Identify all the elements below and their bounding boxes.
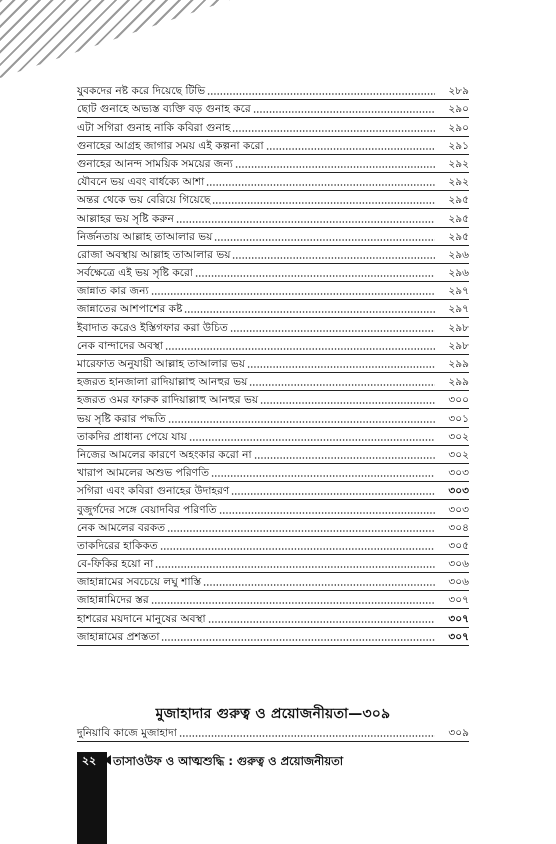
toc-entry-page: ৩০৫ [448, 539, 469, 552]
toc-row [77, 591, 469, 609]
dot-leader [176, 221, 435, 223]
toc-entry-page: ২৯০ [448, 103, 469, 116]
toc-entry-title: নেক আমলের বরকত [77, 521, 166, 534]
dot-leader [165, 348, 435, 350]
dot-leader [167, 530, 435, 532]
toc-entry-title: জাহান্নামের সবচেয়ে লঘু শাস্তি [77, 576, 202, 589]
dot-leader [253, 111, 435, 113]
toc-row [77, 537, 469, 555]
table-of-contents [77, 82, 469, 646]
toc-entry-page: ২৯৮ [448, 321, 469, 334]
toc-row [77, 573, 469, 591]
toc-entry-title: সগিরা এবং কবিরা গুনাহের উদাহরণ [77, 485, 230, 498]
dot-leader [232, 130, 435, 132]
toc-entry-title: বুজুর্গদের সঙ্গে বেয়াদবির পরিণতি [77, 503, 217, 516]
dot-leader [249, 384, 435, 386]
dot-leader [155, 566, 435, 568]
dot-leader [207, 93, 435, 95]
triangle-left-icon [104, 755, 111, 765]
toc-row [77, 282, 469, 300]
toc-row [77, 628, 469, 646]
toc-entry-title: যুবকদের নষ্ট করে দিয়েছে টিভি [77, 85, 206, 98]
toc-row [77, 724, 469, 742]
dot-leader [266, 148, 435, 150]
toc-entry-page: ২৯৭ [448, 303, 469, 316]
toc-entry-title: জাহান্নামের প্রশস্ততা [77, 630, 160, 643]
toc-row [77, 373, 469, 391]
toc-entry-title: রোজা অবস্থায় আল্লাহ তাআলার ভয় [77, 248, 231, 261]
dot-leader [212, 202, 435, 204]
dot-leader [168, 421, 435, 423]
toc-row [77, 446, 469, 464]
dot-leader [211, 475, 435, 477]
toc-row [77, 300, 469, 318]
toc-row [77, 609, 469, 627]
toc-row [77, 137, 469, 155]
toc-entry-page: ৩০৭ [448, 594, 469, 607]
dot-leader [247, 366, 435, 368]
dot-leader [151, 293, 435, 295]
toc-entry-title: মারেফাত অনুযায়ী আল্লাহ তাআলার ভয় [77, 358, 246, 370]
toc-entry-title: নেক বান্দাদের অবস্থা [77, 339, 164, 352]
dot-leader [184, 311, 435, 313]
toc-entry-title: হাশরের ময়দানে মানুষের অবস্থা [77, 612, 206, 625]
section-heading: মুজাহাদার গুরুত্ব ও প্রয়োজনীয়তা—৩০৯ [155, 706, 391, 722]
dot-leader [179, 735, 435, 737]
toc-entry-title: ভয় সৃষ্টি করার পদ্ধতি [77, 412, 166, 425]
toc-entry-page: ৩০৩ [448, 485, 469, 498]
toc-row [77, 555, 469, 573]
toc-row [77, 155, 469, 173]
dot-leader [160, 548, 435, 550]
toc-entry-title: জাহান্নামিদের স্তর [77, 594, 149, 607]
toc-entry-title: হজরত হানজালা রাদিয়াল্লাহু আনহুর ভয় [77, 376, 248, 389]
toc-row [77, 464, 469, 482]
dot-leader [254, 457, 435, 459]
dot-leader [161, 639, 435, 641]
toc-entry-page: ৩০৬ [448, 576, 469, 589]
toc-entry-page: ২৯৬ [448, 248, 469, 261]
dot-leader [235, 166, 435, 168]
toc-entry-title: ইবাদাত করেও ইস্তিগফার করা উচিত [77, 321, 228, 334]
dot-leader [151, 602, 435, 604]
toc-entry-title: ছোট গুনাহে অভ্যস্ত ব্যক্তি বড় গুনাহ করে [77, 103, 251, 116]
dot-leader [230, 330, 435, 332]
toc-entry-title: নিজের আমলের কারণে অহংকার করো না [77, 448, 252, 461]
toc-entry-title: গুনাহের আগ্রহ জাগার সময় এই কল্পনা করো [77, 139, 264, 152]
toc-row [77, 428, 469, 446]
toc-row [77, 82, 469, 100]
toc-row [77, 519, 469, 537]
toc-row [77, 500, 469, 518]
toc-entry-page: ২৯২ [448, 157, 469, 170]
dot-leader [208, 621, 435, 623]
toc-row [77, 355, 469, 373]
toc-entry-page: ২৯৫ [448, 230, 469, 243]
toc-entry-title: জান্নাতের আশপাশের কষ্ট [77, 303, 183, 316]
toc-entry-page: ৩০৩ [448, 467, 469, 480]
decorative-hatch-corner [0, 0, 230, 78]
toc-entry-page: ৩০৬ [448, 558, 469, 571]
toc-entry-page: ২৯২ [448, 176, 469, 189]
toc-entry-page: ৩০৭ [448, 630, 469, 643]
dot-leader [189, 439, 435, 441]
running-head: তাসাওউফ ও আত্মশুদ্ধি : গুরুত্ব ও প্রয়োজনীয়তা [113, 754, 344, 768]
dot-leader [260, 402, 435, 404]
toc-entry-title: খারাপ আমলের অশুভ পরিণতি [77, 467, 210, 480]
toc-entry-title: এটা সগিরা গুনাহ নাকি কবিরা গুনাহ [77, 121, 231, 134]
toc-entry-page: ২৮৯ [448, 85, 469, 98]
toc-entry-page: ৩০২ [448, 430, 469, 443]
toc-entry-title: জান্নাত কার জন্য [77, 285, 149, 298]
toc-row [77, 391, 469, 409]
page-number: ২২ [77, 752, 101, 770]
toc-row [77, 246, 469, 264]
dot-leader [219, 512, 435, 514]
dot-leader [214, 239, 435, 241]
toc-entry-page: ২৯৫ [448, 194, 469, 207]
toc-entry-title: তাকদির প্রাধান্য পেয়ে যায় [77, 430, 187, 443]
toc-entry-title: তাকদিরের হাকিকত [77, 539, 158, 552]
toc-entry-page: ৩০১ [448, 412, 469, 425]
toc-entry-page: ২৯৯ [448, 376, 469, 389]
toc-entry-title: গুনাহের আনন্দ সাময়িক সময়ের জন্য [77, 157, 233, 170]
toc-row [77, 318, 469, 336]
table-of-contents-continued [77, 724, 469, 742]
toc-entry-page: ৩০৭ [448, 612, 469, 625]
toc-entry-title: আল্লাহর ভয় সৃষ্টি করুন [77, 212, 174, 225]
dot-leader [231, 493, 435, 495]
toc-row [77, 191, 469, 209]
toc-entry-page: ২৯৫ [448, 212, 469, 225]
dot-leader [203, 584, 435, 586]
toc-entry-page: ৩০৯ [448, 727, 469, 740]
toc-row [77, 264, 469, 282]
toc-entry-title: যৌবনে ভয় এবং বার্ধক্যে আশা [77, 176, 205, 189]
toc-row [77, 482, 469, 500]
toc-entry-page: ২৯৯ [448, 358, 469, 370]
toc-entry-title: অন্তর থেকে ভয় বেরিয়ে গিয়েছে [77, 194, 211, 207]
toc-entry-page: ২৯৬ [448, 267, 469, 280]
toc-row [77, 100, 469, 118]
toc-row [77, 173, 469, 191]
toc-row [77, 118, 469, 136]
toc-entry-page: ৩০০ [448, 394, 469, 407]
toc-row [77, 337, 469, 355]
toc-entry-page: ৩০৩ [448, 503, 469, 516]
toc-entry-page: ২৯৭ [448, 285, 469, 298]
toc-row [77, 228, 469, 246]
toc-entry-title: হজরত ওমর ফারুক রাদিয়াল্লাহু আনহুর ভয় [77, 394, 259, 407]
dot-leader [232, 257, 435, 259]
toc-entry-page: ২৯১ [448, 139, 469, 152]
toc-row [77, 409, 469, 427]
toc-entry-page: ৩০২ [448, 448, 469, 461]
dot-leader [195, 275, 435, 277]
toc-row [77, 209, 469, 227]
dot-leader [206, 184, 435, 186]
toc-entry-page: ২৯০ [448, 121, 469, 134]
toc-entry-page: ২৯৮ [448, 339, 469, 352]
toc-entry-title: দুনিয়াবি কাজে মুজাহাদা [77, 727, 177, 740]
toc-entry-title: বে-ফিকির হয়ো না [77, 558, 154, 571]
toc-entry-title: সর্বক্ষেত্রে এই ভয় সৃষ্টি করো [77, 267, 193, 280]
toc-entry-title: নির্জনতায় আল্লাহ তাআলার ভয় [77, 230, 213, 243]
toc-entry-page: ৩০৪ [448, 521, 469, 534]
